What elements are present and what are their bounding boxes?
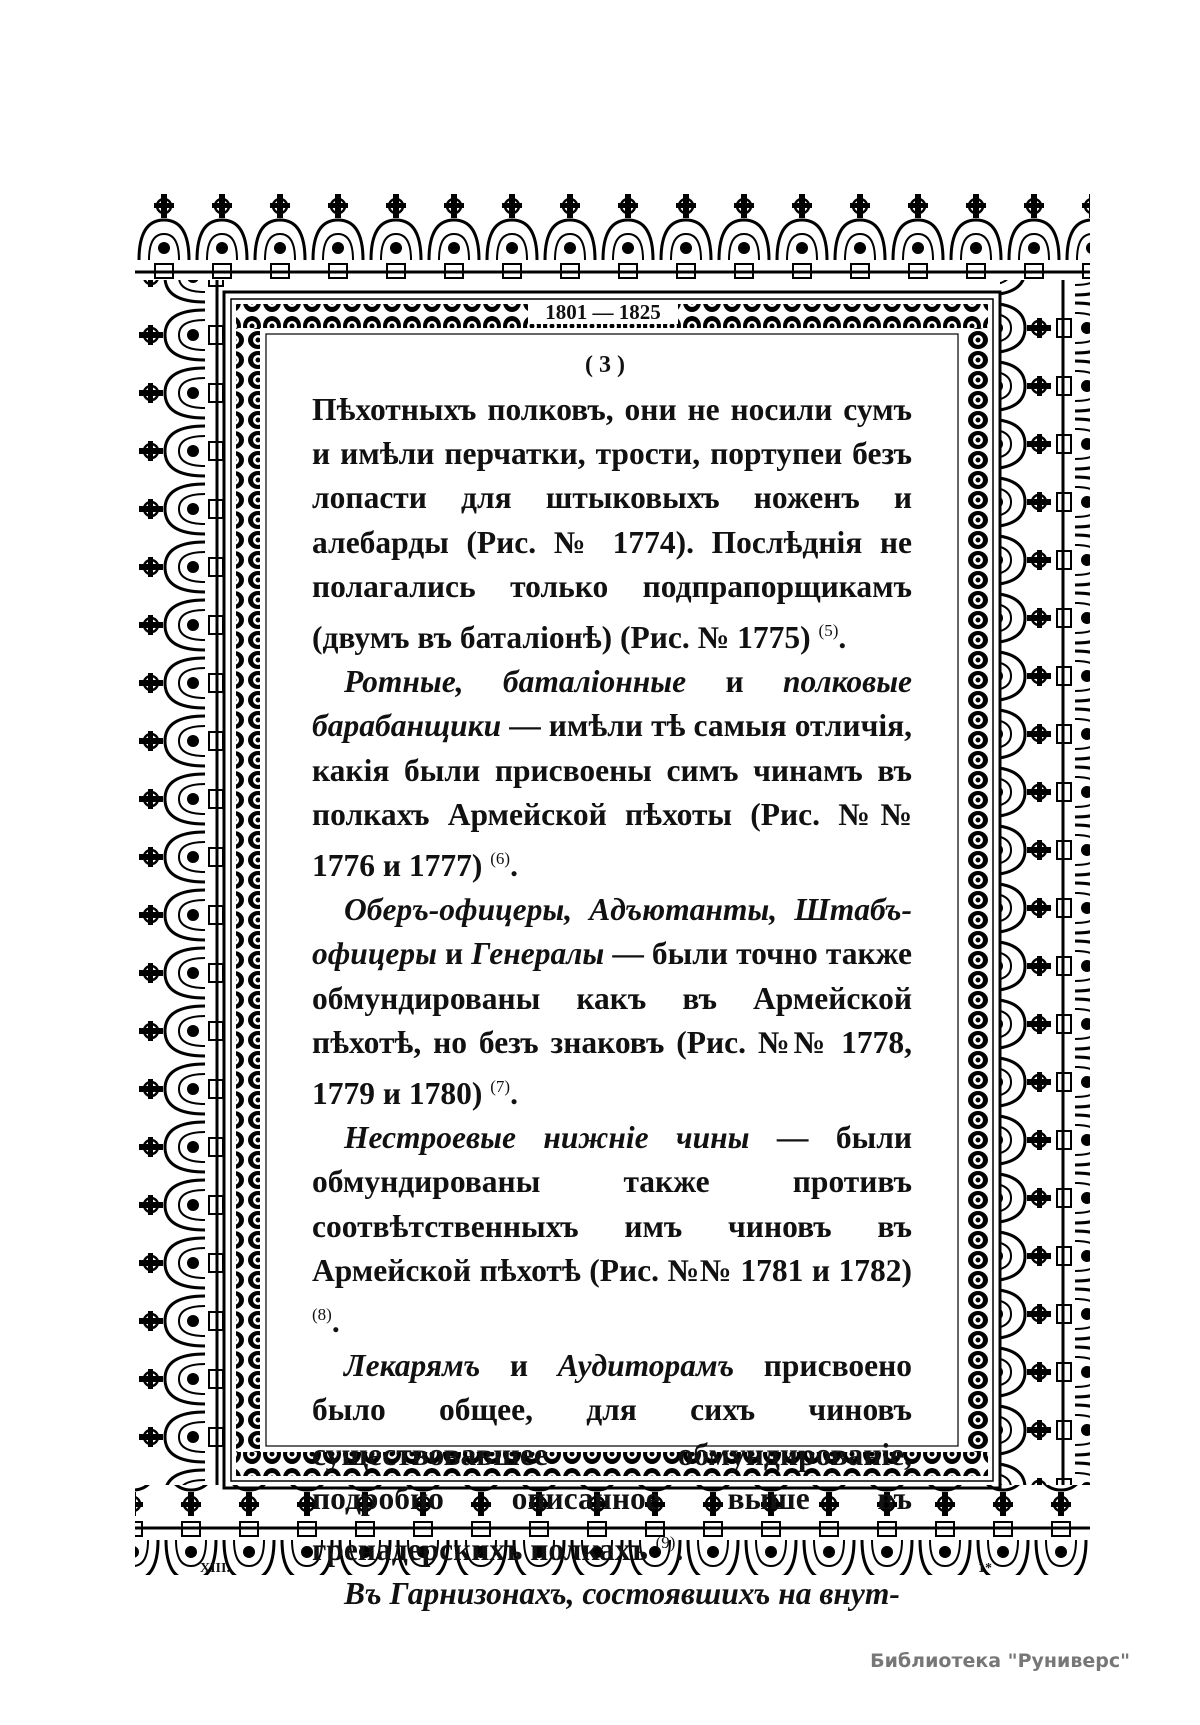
paragraph-2-text: — имѣли тѣ самыя отличія, какія были присвоены симъ чинамъ въ полкахъ Армейской пѣхоты (Рис. №№ 1776 и 1777) [312, 708, 912, 884]
footnote-ref-5: (5) [818, 621, 839, 641]
paragraph-5-italic-1: Лекарямъ [344, 1348, 481, 1384]
paragraph-2-italic-2: баталіонные [502, 664, 687, 700]
paragraph-3: Оберъ-офицеры, Адъютанты, Штабъ-офицеры и Генералы — были точно также обмундированы какъ въ Армейской пѣхотѣ, но безъ знаковъ (Рис. №№ 1778, 1779 и 1780) $^{(7)}$. [312, 892, 913, 1112]
paragraph-2-and: и [725, 664, 744, 700]
paragraph-6 [312, 1572, 912, 1616]
paragraph-5: Лекарямъ и Аудиторамъ присвоено было общее, для сихъ чиновъ существовавшее обмундированіе, подробно описанное выше въ гренадерскихъ полкахъ $^{(9)}$. [312, 1348, 912, 1568]
paragraph-2: Ротные, баталіонные и полковые барабанщики — имѣли тѣ самыя отличія, какія были присвоены симъ чинамъ въ полкахъ Армейской пѣхоты (Рис. №№ 1776 и 1777) $^{(6)}$. [312, 664, 913, 884]
paragraph-3-italic-1: Оберъ-офицеры, Адъютанты, Штабъ-офицеры [312, 892, 912, 972]
paragraph-5-italic-2: Аудиторамъ [557, 1348, 735, 1384]
running-head: 1801 — 1825 [528, 300, 678, 324]
paragraph-3-italic-2: Генералы [471, 936, 605, 972]
paragraph-5-and: и [509, 1348, 529, 1384]
footnote-ref-7: (7) [490, 1077, 511, 1097]
paragraph-4-text: — были обмундированы также противъ соотвѣтственныхъ имъ чиновъ въ Армейской пѣхотѣ (Рис. №№ 1781 и 1782) [312, 1120, 913, 1288]
paragraph-5-text: присвоено было общее, для сихъ чиновъ существовавшее обмундированіе, подробно описанное выше въ гренадерскихъ полкахъ [312, 1348, 912, 1568]
page-number: ( 3 ) [585, 352, 625, 378]
paragraph-2-italic-1: Ротные, [344, 664, 464, 700]
paragraph-1-text: Пѣхотныхъ полковъ, они не носили сумъ и имѣли перчатки, трости, портупеи безъ лопасти для штыковыхъ ноженъ и алебарды (Рис. № 1774). Послѣднія не полагались только подпрапорщикамъ (двумъ въ баталіонѣ) (Рис. № 1775) [312, 392, 912, 656]
footnote-ref-8: (8) [312, 1305, 332, 1325]
footnote-ref-6: (6) [490, 849, 511, 869]
footnote-ref-9: (9) [655, 1533, 676, 1553]
paragraph-4-italic-1: Нестроевые нижніе чины [344, 1120, 750, 1156]
page-text [312, 388, 912, 1616]
signature-mark-left: XIII. [200, 1561, 230, 1576]
paragraph-4: Нестроевые нижніе чины — были обмундированы также противъ соотвѣтственныхъ имъ чиновъ въ Армейской пѣхотѣ (Рис. №№ 1781 и 1782) $^{(8)}$. [312, 1120, 913, 1340]
signature-mark-right: 1* [978, 1561, 992, 1576]
paragraph-3-text: — были точно также обмундированы какъ въ Армейской пѣхотѣ, но безъ знаковъ (Рис. №№ 1778, 1779 и 1780) [312, 936, 913, 1112]
library-watermark: Библиотека "Руниверс" [870, 1650, 1130, 1672]
paragraph-1: Пѣхотныхъ полковъ, они не носили сумъ и имѣли перчатки, трости, портупеи безъ лопасти для штыковыхъ ноженъ и алебарды (Рис. № 1774). Послѣднія не полагались только подпрапорщикамъ (двумъ въ баталіонѣ) (Рис. № 1775) $^{(5)}$. [312, 392, 912, 656]
paragraph-3-and: и [445, 936, 464, 972]
paragraph-6-italic-1: Въ Гарнизонахъ, состоявшихъ на внут- [344, 1576, 900, 1612]
paragraph-2-italic-3: полковые барабанщики [312, 664, 913, 744]
